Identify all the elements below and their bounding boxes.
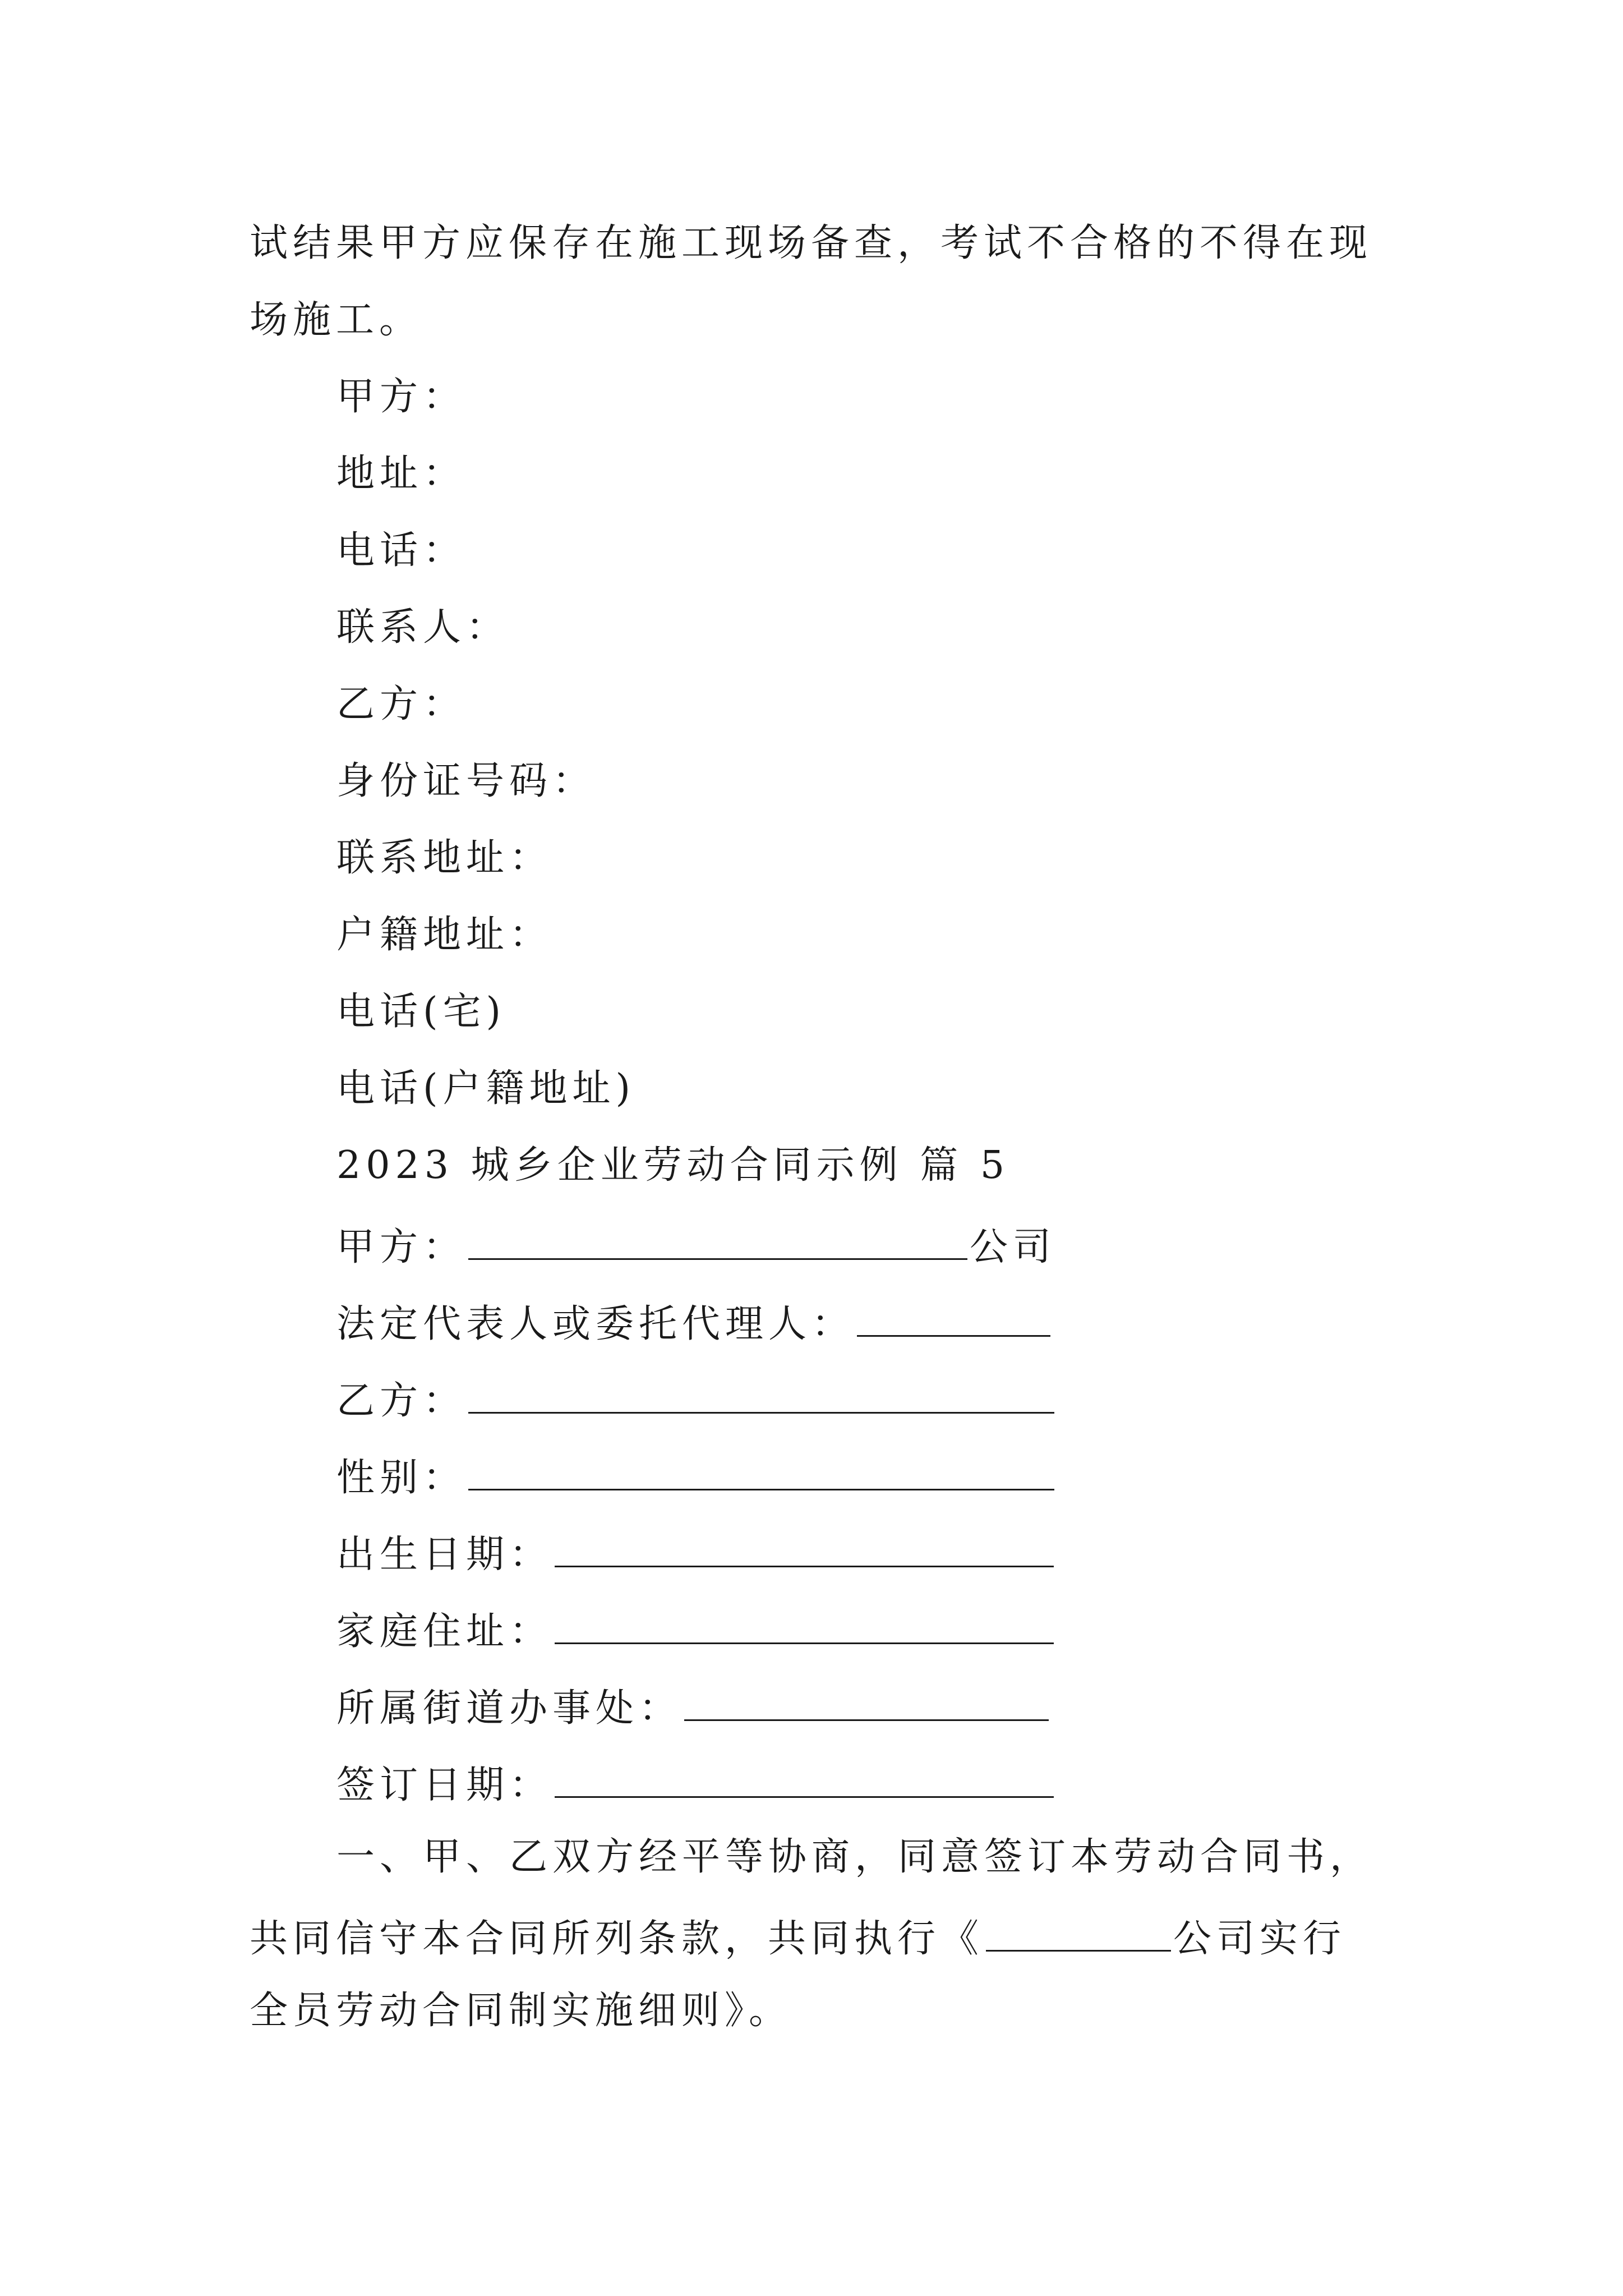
party-a-label: 甲方： <box>336 375 467 419</box>
clause-line <box>250 1915 1347 1961</box>
contact-label: 联系人： <box>336 605 510 650</box>
blank-line <box>986 1915 1171 1952</box>
clause-line: 一、甲、乙双方经平等协商，同意签订本劳动合同书， <box>336 1835 1373 1879</box>
blank-line <box>468 1454 1054 1490</box>
household-address-label: 户籍地址： <box>336 913 553 957</box>
party-b-label: 乙方： <box>336 682 467 726</box>
blank-line <box>555 1608 1054 1644</box>
form-label: 性别： <box>336 1456 467 1500</box>
phone-home-label: 电话(宅) <box>336 990 506 1034</box>
form-label: 甲方： <box>336 1225 467 1269</box>
address-label: 地址： <box>336 452 467 496</box>
form-suffix: 公司 <box>970 1225 1057 1269</box>
id-number-label: 身份证号码： <box>336 759 596 803</box>
form-row-representative <box>336 1300 1053 1346</box>
form-label: 签订日期： <box>336 1763 553 1807</box>
form-row-gender <box>336 1454 1057 1500</box>
paragraph-line: 场施工。 <box>250 298 423 342</box>
form-label: 出生日期： <box>336 1533 553 1577</box>
section-title: 2023 城乡企业劳动合同示例 篇 5 <box>336 1143 1010 1188</box>
blank-line <box>555 1531 1054 1567</box>
form-label: 法定代表人或委托代理人： <box>336 1302 855 1346</box>
phone-household-label: 电话(户籍地址) <box>336 1066 636 1111</box>
blank-line <box>555 1761 1054 1798</box>
form-label: 乙方： <box>336 1379 467 1423</box>
blank-line <box>684 1685 1049 1721</box>
blank-line <box>468 1377 1054 1414</box>
form-label: 所属街道办事处： <box>336 1686 683 1731</box>
form-row-street-office <box>336 1685 1051 1731</box>
form-row-party-a <box>336 1223 1056 1267</box>
clause-text: 公司实行 <box>1173 1917 1347 1961</box>
blank-line <box>857 1300 1050 1337</box>
form-row-party-b <box>336 1377 1057 1423</box>
blank-line <box>468 1223 967 1260</box>
form-row-birth <box>336 1531 1056 1577</box>
clause-text: 共同信守本合同所列条款，共同执行《 <box>250 1917 984 1961</box>
form-label: 家庭住址： <box>336 1609 553 1654</box>
phone-label: 电话： <box>336 528 467 573</box>
form-row-sign-date <box>336 1761 1056 1805</box>
paragraph-line: 试结果甲方应保存在施工现场备查，考试不合格的不得在现 <box>250 221 1373 265</box>
contact-address-label: 联系地址： <box>336 836 553 880</box>
clause-line: 全员劳动合同制实施细则》。 <box>250 1989 792 2033</box>
form-row-home-address <box>336 1608 1056 1654</box>
